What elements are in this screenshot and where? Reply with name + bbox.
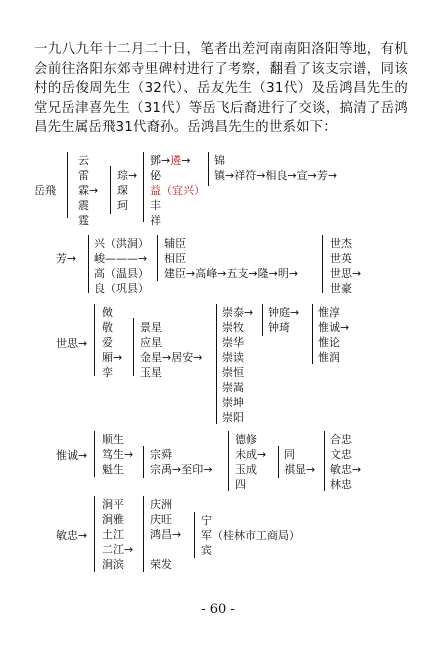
grandson-name: 珂 <box>117 199 128 212</box>
child-name: 笃生→ <box>102 448 134 461</box>
child-name: 玉星 <box>140 366 162 379</box>
child-name: 涧滨 <box>102 558 124 571</box>
root-ancestor: 芳→ <box>56 252 77 265</box>
child-name: 崇恒 <box>222 366 244 379</box>
child-name: 相臣 <box>164 252 186 265</box>
root-ancestor: 惟诚→ <box>56 449 88 462</box>
descendant-chain: 宗禹→至印→ <box>150 463 213 476</box>
child-name: 宗舜 <box>150 448 172 461</box>
child-name: 庆洲 <box>150 498 172 511</box>
grandson-name: 琮→ <box>117 169 138 182</box>
bracket-line <box>262 304 263 336</box>
bracket-line <box>133 318 134 376</box>
grandson-name: 琛 <box>117 184 128 197</box>
child-name: 崇牧 <box>222 321 244 334</box>
child-name: 合忠 <box>330 433 352 446</box>
bracket-line <box>88 235 89 293</box>
descendant-chain: 鸿昌→ <box>150 528 182 541</box>
child-name: 厢→ <box>102 351 123 364</box>
child-name: 景星 <box>140 321 162 334</box>
bracket-line <box>94 431 95 477</box>
child-name: 惟论 <box>318 336 340 349</box>
highlighted-name: 遴 <box>170 154 182 167</box>
child-name: 崇嵩 <box>222 381 244 394</box>
child-name: 崇坤 <box>222 396 244 409</box>
child-name: 钟琦 <box>268 321 290 334</box>
child-name: 四 <box>235 478 246 491</box>
child-name: 应星 <box>140 336 162 349</box>
child-name: 世豪 <box>330 282 352 295</box>
child-name: 孪 <box>102 366 113 379</box>
bracket-line <box>322 235 323 293</box>
bracket-line <box>216 304 217 424</box>
gen4-chain: 镇→祥符→相良→宣→芳→ <box>214 169 338 182</box>
child-name: 爱 <box>102 336 113 349</box>
descendant-chain: 金星→居安→ <box>140 351 203 364</box>
gen3-name: 益（宜兴） <box>150 184 205 197</box>
gen3-name: 祥 <box>150 214 161 227</box>
child-name: 林忠 <box>330 478 352 491</box>
bracket-line <box>143 152 144 222</box>
gen4-name: 锦 <box>214 154 225 167</box>
child-name: 顺生 <box>102 433 124 446</box>
child-name: 涧雅 <box>102 513 124 526</box>
child-name: 惟润 <box>318 351 340 364</box>
bracket-line <box>110 166 111 214</box>
root-ancestor: 岳飛 <box>34 184 56 197</box>
child-name: 二江→ <box>102 543 134 556</box>
root-ancestor: 敏忠→ <box>56 529 88 542</box>
child-name: 魁生 <box>102 463 124 476</box>
child-name: 文忠 <box>330 448 352 461</box>
bracket-line <box>228 431 229 491</box>
son-name: 雷 <box>78 169 89 182</box>
child-name: 傚 <box>102 306 113 319</box>
gen3-name: 丰 <box>150 199 161 212</box>
child-name: 宾 <box>201 544 212 557</box>
child-name: 德修 <box>235 433 257 446</box>
bracket-line <box>67 152 68 218</box>
bracket-line <box>324 431 325 491</box>
bracket-line <box>194 512 195 558</box>
child-name: 辅臣 <box>164 237 186 250</box>
bracket-line <box>312 304 313 364</box>
page-number: - 60 - <box>201 602 235 617</box>
child-name: 高（温县） <box>94 267 149 280</box>
child-name: 军（桂林市工商局） <box>201 529 300 542</box>
descendant-chain: 建臣→高峰→五支→隆→明→ <box>164 267 299 280</box>
son-name: 震 <box>78 199 89 212</box>
gen3-name: 佖 <box>150 169 161 182</box>
child-name: 敬 <box>102 321 113 334</box>
child-name: 庆旺 <box>150 513 172 526</box>
child-name: 玉成 <box>235 463 257 476</box>
child-name: 敏忠→ <box>330 463 362 476</box>
child-name: 钟庭→ <box>268 306 300 319</box>
bracket-line <box>143 446 144 478</box>
child-name: 惟诚→ <box>318 321 350 334</box>
child-name: 同 <box>284 448 295 461</box>
bracket-line <box>143 496 144 572</box>
child-name: 惟淳 <box>318 306 340 319</box>
child-name: 世思→ <box>330 267 362 280</box>
child-name: 涧平 <box>102 498 124 511</box>
child-name: 崇泰→ <box>222 306 254 319</box>
child-name: 良（巩县） <box>94 282 149 295</box>
child-name: 未成→ <box>235 448 267 461</box>
child-name: 世杰 <box>330 237 352 250</box>
bracket-line <box>157 235 158 281</box>
bracket-line <box>94 496 95 572</box>
child-name: 祺显→ <box>284 463 316 476</box>
bracket-line <box>94 304 95 376</box>
child-name: 兴（洪洞） <box>94 237 149 250</box>
gen3-name: 鄧→遴→ <box>150 154 191 167</box>
root-ancestor: 世思→ <box>56 337 88 350</box>
bracket-line <box>278 446 279 478</box>
child-name: 宁 <box>201 514 212 527</box>
child-name: 世英 <box>330 252 352 265</box>
child-name: 土江 <box>102 528 124 541</box>
son-name: 云 <box>78 154 89 167</box>
bracket-line <box>208 152 209 186</box>
child-name: 崇读 <box>222 351 244 364</box>
son-name: 霖→ <box>78 184 99 197</box>
child-name: 崇阳 <box>222 411 244 424</box>
child-name: 崇华 <box>222 336 244 349</box>
intro-paragraph: 一九八九年十二月二十日，笔者出差河南南阳洛阳等地，有机会前往洛阳东郊寺里碑村进行了考察，翻看了该支宗谱，同该村的岳俊周先生（32代）、岳友先生（31代）及岳鸿昌先生的堂兄岳津喜先生（31代）等岳飞后裔进行了交谈，搞清了岳鸿昌先生属岳飛31代裔孙。岳鸿昌先生的世系如下： <box>34 42 408 136</box>
child-name: 荣发 <box>150 558 172 571</box>
child-name: 峻———→ <box>94 252 148 265</box>
son-name: 霆 <box>78 214 89 227</box>
